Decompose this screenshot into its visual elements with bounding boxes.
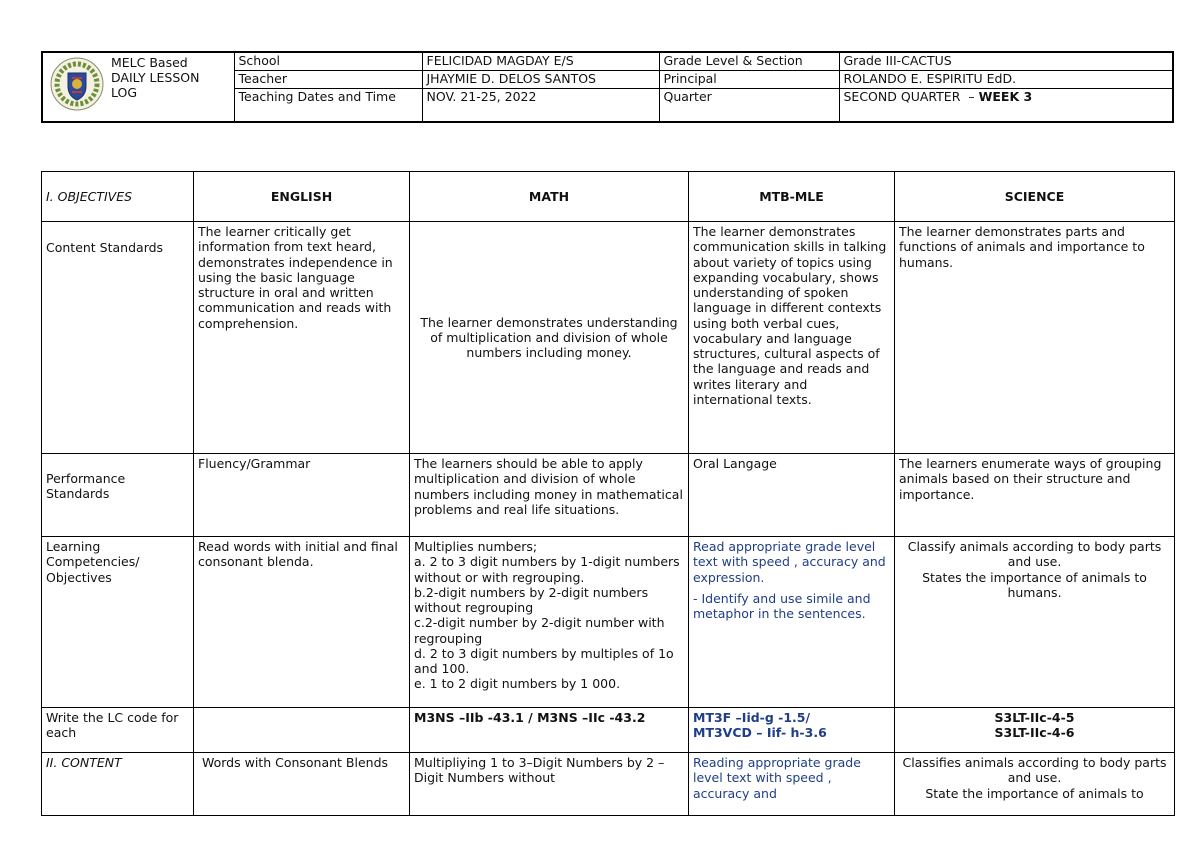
lc-code-science-2: S3LT-IIc-4-6 xyxy=(994,725,1075,741)
lc-code-mtb-1: MT3F –Iid-g -1.5/ xyxy=(693,710,811,725)
math-line: Multiplies numbers; xyxy=(414,539,538,554)
dates-label: Teaching Dates and Time xyxy=(234,88,422,122)
performance-standards-label: Performance Standards xyxy=(42,454,194,537)
principal-label: Principal xyxy=(659,70,839,88)
col-math: MATH xyxy=(410,172,689,222)
quarter-value xyxy=(839,88,1173,122)
mtb-objective-2: - Identify and use simile and metaphor in the sentences. xyxy=(693,590,871,621)
school-value: FELICIDAD MAGDAY E/S xyxy=(422,52,659,70)
week-text: WEEK 3 xyxy=(978,88,1033,104)
content-standards-row xyxy=(42,222,1175,454)
lc-code-mtb xyxy=(689,708,895,753)
learning-competencies-row xyxy=(42,537,1175,708)
melc-title: MELC Based DAILY LESSON LOG xyxy=(111,55,200,100)
lc-code-science xyxy=(895,708,1175,753)
content-science-1: Classifies animals according to body parts and use. xyxy=(902,755,1167,786)
lc-code-row xyxy=(42,708,1175,753)
performance-standards-english: Fluency/Grammar xyxy=(194,454,410,537)
grade-label: Grade Level & Section xyxy=(659,52,839,70)
mtb-objective-1: Read appropriate grade level text with speed , accuracy and expression. xyxy=(693,539,886,585)
math-line: b.2-digit numbers by 2-digit numbers without regrouping xyxy=(414,584,649,615)
objectives-header-row xyxy=(42,172,1175,222)
lc-code-label: Write the LC code for each xyxy=(42,708,194,753)
content-row xyxy=(42,753,1175,816)
science-objective-1: Classify animals according to body parts and use. xyxy=(907,539,1162,570)
col-english: ENGLISH xyxy=(194,172,410,222)
col-science: SCIENCE xyxy=(895,172,1175,222)
lesson-table xyxy=(41,171,1175,816)
content-english: Words with Consonant Blends xyxy=(194,753,410,816)
lc-code-english xyxy=(194,708,410,753)
performance-standards-mtb: Oral Langage xyxy=(689,454,895,537)
math-line: d. 2 to 3 digit numbers by multiples of 1o and 100. xyxy=(414,645,674,676)
col-mtb-mle: MTB-MLE xyxy=(689,172,895,222)
performance-standards-science: The learners enumerate ways of grouping animals based on their structure and importance. xyxy=(895,454,1175,537)
deped-seal-icon xyxy=(49,56,105,112)
quarter-label: Quarter xyxy=(659,88,839,122)
logo-cell xyxy=(42,52,234,122)
teacher-label: Teacher xyxy=(234,70,422,88)
content-label: II. CONTENT xyxy=(42,753,194,816)
header-table xyxy=(41,51,1174,123)
math-line: e. 1 to 2 digit numbers by 1 000. xyxy=(414,676,621,692)
content-science-2: State the importance of animals to xyxy=(925,785,1144,801)
lc-code-mtb-2: MT3VCD – Iif- h-3.6 xyxy=(693,725,827,741)
science-objective-2: States the importance of animals to humans. xyxy=(922,569,1147,600)
content-science xyxy=(895,753,1175,816)
lc-code-math: M3NS –IIb -43.1 / M3NS –IIc -43.2 xyxy=(410,708,689,753)
learning-competencies-english: Read words with initial and final consonant blenda. xyxy=(194,537,410,708)
performance-standards-row xyxy=(42,454,1175,537)
math-line: a. 2 to 3 digit numbers by 1-digit numbers without or with regrouping. xyxy=(414,554,680,585)
lc-code-science-1: S3LT-IIc-4-5 xyxy=(994,710,1075,725)
learning-competencies-label: Learning Competencies/ Objectives xyxy=(42,537,194,708)
content-standards-label: Content Standards xyxy=(42,222,194,454)
learning-competencies-science xyxy=(895,537,1175,708)
learning-competencies-math xyxy=(410,537,689,708)
content-math: Multipliying 1 to 3–Digit Numbers by 2 –Digit Numbers without xyxy=(410,753,689,816)
math-line: c.2-digit number by 2-digit number with regrouping xyxy=(414,615,665,646)
content-standards-english: The learner critically get information from text heard, demonstrates independence in using the basic language structure in oral and written communication and reads with comprehension. xyxy=(194,222,410,454)
quarter-text: SECOND QUARTER – xyxy=(843,88,975,104)
principal-value: ROLANDO E. ESPIRITU EdD. xyxy=(839,70,1173,88)
grade-value: Grade III-CACTUS xyxy=(839,52,1173,70)
content-standards-science: The learner demonstrates parts and functions of animals and importance to humans. xyxy=(895,222,1175,454)
teacher-value: JHAYMIE D. DELOS SANTOS xyxy=(422,70,659,88)
dates-value: NOV. 21-25, 2022 xyxy=(422,88,659,122)
performance-standards-math: The learners should be able to apply multiplication and division of whole numbers including money in mathematical problems and real life situations. xyxy=(410,454,689,537)
content-standards-mtb: The learner demonstrates communication skills in talking about variety of topics using expanding vocabulary, shows understanding of spoken language in different contexts using both verbal cues, vocabulary and language structures, cultural aspects of the language and reads and writes literary and international texts. xyxy=(689,222,895,454)
learning-competencies-mtb xyxy=(689,537,895,708)
content-standards-math: The learner demonstrates understanding of multiplication and division of whole numbers including money. xyxy=(410,222,689,454)
content-mtb: Reading appropriate grade level text with speed , accuracy and xyxy=(689,753,895,816)
objectives-heading: I. OBJECTIVES xyxy=(42,172,194,222)
school-label: School xyxy=(234,52,422,70)
